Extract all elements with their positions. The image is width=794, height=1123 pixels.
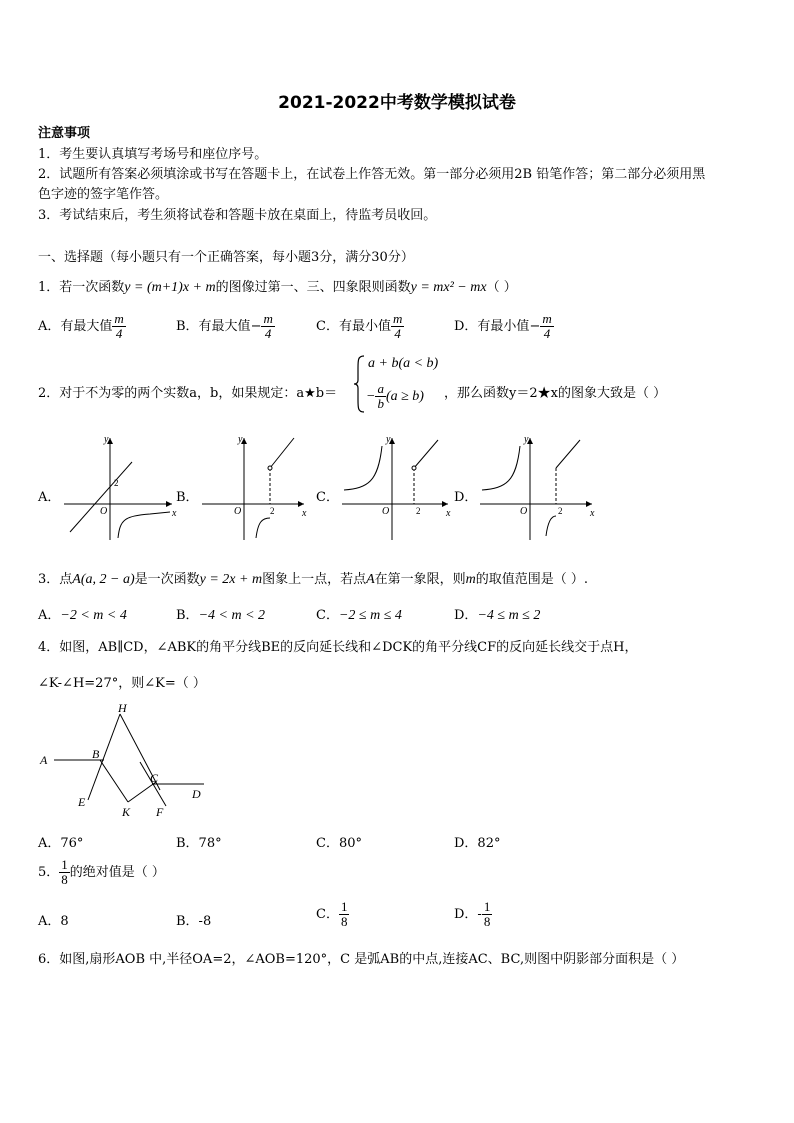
q2-option-a-label[interactable]: A． xyxy=(38,490,61,505)
notice-heading: 注意事项 xyxy=(38,126,91,141)
q2-graph-c[interactable] xyxy=(338,432,454,544)
notice-item: 色字迹的签字笔作答。 xyxy=(38,187,169,202)
origin-label: O xyxy=(382,506,390,517)
q2-case-2: − $\frac{a}{b}$ (a ≥ b) xyxy=(366,381,424,411)
q3-option-a[interactable]: A．−2 < m < 4 xyxy=(38,608,127,623)
label-k: K xyxy=(122,805,131,819)
label-h: H xyxy=(118,702,127,715)
label-f: F xyxy=(156,805,164,819)
q2-option-b-label[interactable]: B． xyxy=(176,490,199,505)
q2-case-1: a + b(a < b) xyxy=(368,356,439,371)
axis-x-label: x xyxy=(446,508,451,519)
label-d: D xyxy=(192,787,201,801)
q2-option-d-label[interactable]: D． xyxy=(454,490,478,505)
notice-item: 1．考生要认真填写考场号和座位序号。 xyxy=(38,147,268,162)
q3-option-c[interactable]: C．−2 ≤ m ≤ 4 xyxy=(316,608,402,623)
q4-option-d[interactable]: D．82° xyxy=(454,836,501,851)
q2-prefix: 2．对于不为零的两个实数a，b，如果规定：a★b＝ xyxy=(38,386,338,401)
tick-2-label: 2 xyxy=(416,506,421,516)
q1-option-a[interactable]: A．有最大值 $\frac{m}{4}$ xyxy=(38,311,124,341)
q2-option-c-label[interactable]: C． xyxy=(316,490,339,505)
q3-option-b[interactable]: B．−4 < m < 2 xyxy=(176,608,266,623)
q2-graph-d[interactable] xyxy=(476,432,598,544)
q5-option-b[interactable]: B．-8 xyxy=(176,914,212,929)
notice-item: 3．考试结束后，考生须将试卷和答题卡放在桌面上，待监考员收回。 xyxy=(38,208,437,223)
section-heading: 一、选择题（每小题只有一个正确答案，每小题3分，满分30分） xyxy=(38,250,414,265)
question-4-line-2: ∠K-∠H=27°，则∠K=（ ） xyxy=(38,676,206,691)
tick-2-label: 2 xyxy=(114,478,119,488)
label-c: C xyxy=(150,771,159,785)
question-6: 6．如图,扇形AOB 中,半径OA=2，∠AOB=120°，C 是弧AB的中点,连接AC、BC,则图中阴影部分面积是（ ） xyxy=(38,952,685,967)
axis-x-label: x xyxy=(172,508,177,519)
page-title: 2021-2022中考数学模拟试卷 xyxy=(278,93,516,113)
q2-graph-b[interactable] xyxy=(198,432,310,544)
q3-option-d[interactable]: D．−4 ≤ m ≤ 2 xyxy=(454,608,541,623)
axis-y-label: y xyxy=(524,434,529,445)
label-a: A xyxy=(40,753,48,767)
axis-y-label: y xyxy=(386,434,391,445)
notice-item: 2．试题所有答案必须填涂或书写在答题卡上，在试卷上作答无效。第一部分必须用2B 铅笔作答；第二部分必须用黑 xyxy=(38,167,706,182)
q5-option-d[interactable]: D．- $\frac{1}{8}$ xyxy=(454,899,491,929)
axis-x-label: x xyxy=(590,508,595,519)
q2-suffix: ，那么函数y＝2★x的图象大致是（ ） xyxy=(444,386,667,401)
origin-label: O xyxy=(520,506,528,517)
origin-label: O xyxy=(234,506,242,517)
axis-y-label: y xyxy=(238,434,243,445)
q2-graph-a[interactable] xyxy=(60,432,180,544)
q4-option-a[interactable]: A．76° xyxy=(38,836,84,851)
q1-option-d[interactable]: D．有最小值− $\frac{m}{4}$ xyxy=(454,311,552,341)
axis-y-label: y xyxy=(104,434,109,445)
question-5: 5． $\frac{1}{8}$ 的绝对值是（ ） xyxy=(38,857,165,887)
tick-2-label: 2 xyxy=(558,506,563,516)
q1-option-b[interactable]: B．有最大值− $\frac{m}{4}$ xyxy=(176,311,273,341)
label-e: E xyxy=(78,795,86,809)
q1-option-c[interactable]: C．有最小值 $\frac{m}{4}$ xyxy=(316,311,403,341)
q2-brace xyxy=(352,354,366,414)
question-4-line-1: 4．如图，AB∥CD，∠ABK的角平分线BE的反向延长线和∠DCK的角平分线CF的反向延长线交于点H， xyxy=(38,640,638,655)
origin-label: O xyxy=(100,506,108,517)
axis-x-label: x xyxy=(302,508,307,519)
question-1: 1．若一次函数y = (m+1)x + m的图像过第一、三、四象限则函数y = mx² − mx（ ） xyxy=(38,280,517,295)
question-3: 3．点A(a, 2 − a)是一次函数y = 2x + m图象上一点，若点A在第一象限，则m的取值范围是（ ）. xyxy=(38,572,589,587)
q4-option-c[interactable]: C．80° xyxy=(316,836,362,851)
q5-option-a[interactable]: A．8 xyxy=(38,914,69,929)
q4-figure xyxy=(36,702,216,822)
label-b: B xyxy=(92,747,100,761)
tick-2-label: 2 xyxy=(270,506,275,516)
q5-option-c[interactable]: C． $\frac{1}{8}$ xyxy=(316,899,348,929)
q4-option-b[interactable]: B．78° xyxy=(176,836,222,851)
